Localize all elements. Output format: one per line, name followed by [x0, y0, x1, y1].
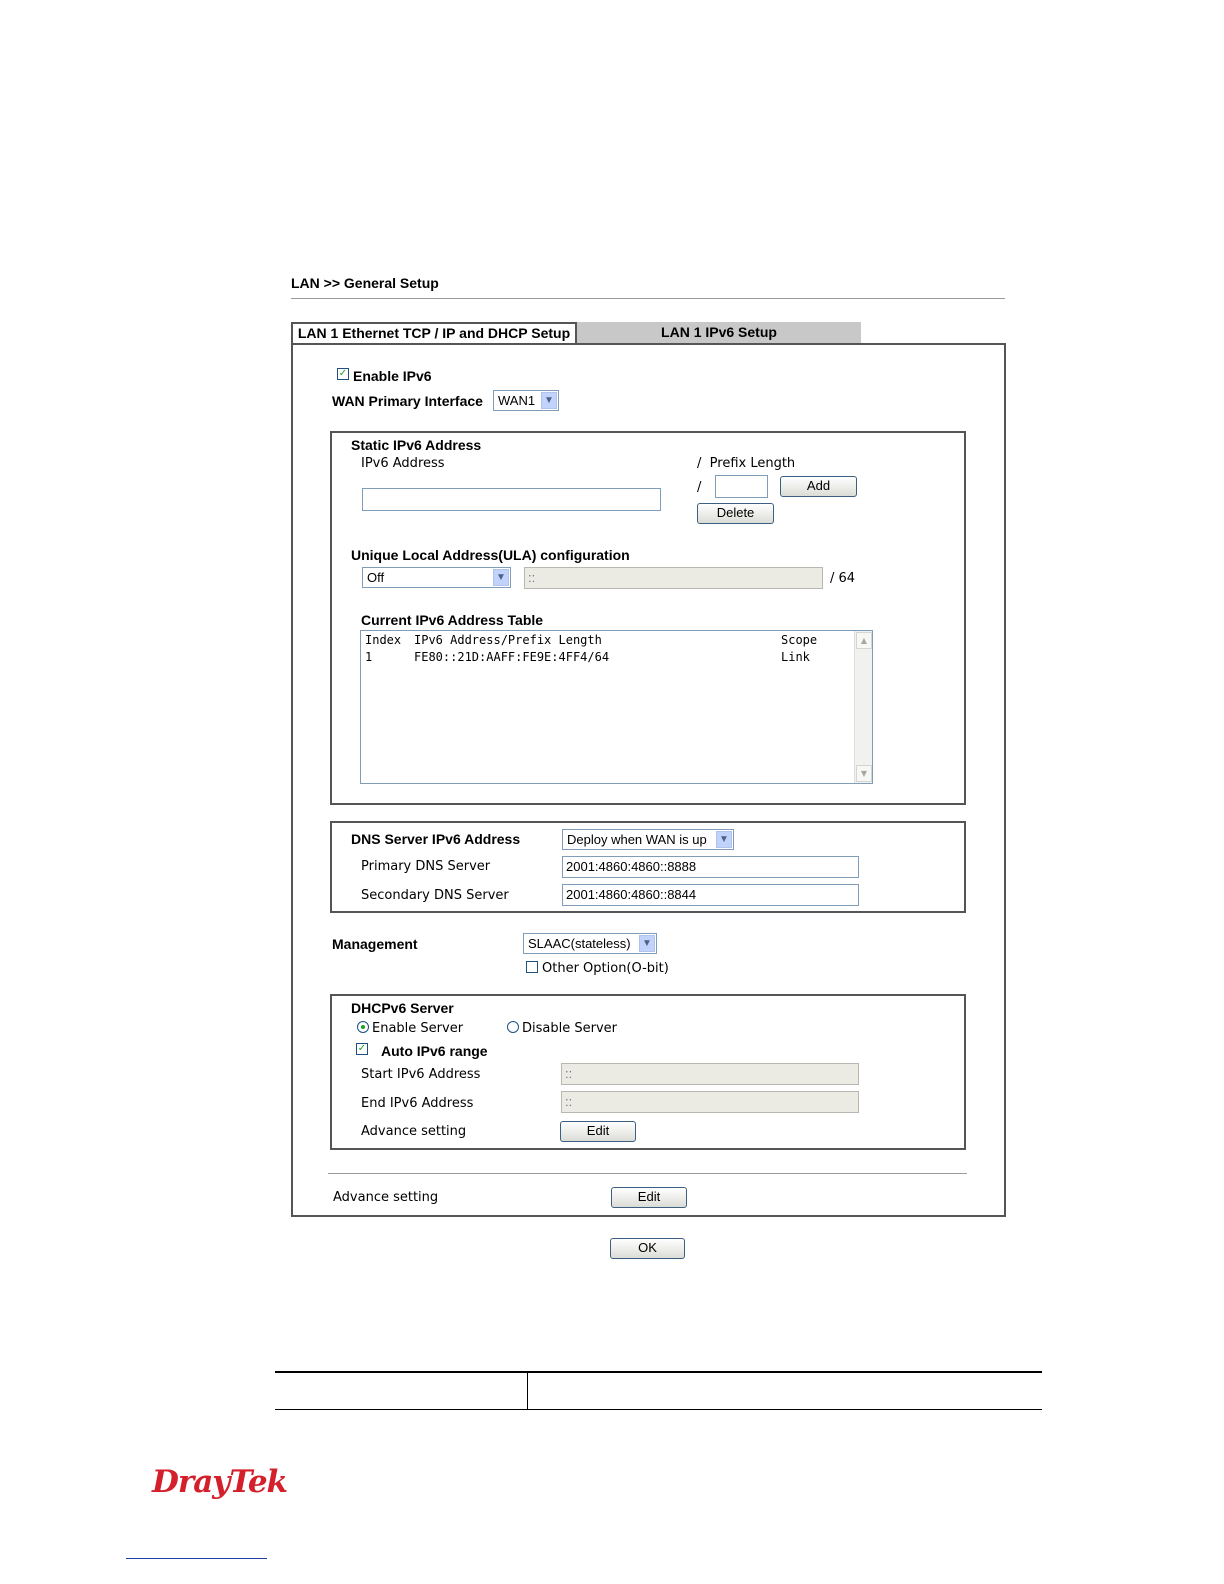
advance-setting-label: Advance setting: [333, 1190, 439, 1205]
section-divider: [328, 1173, 967, 1174]
ipv6-address-label: IPv6 Address: [361, 456, 445, 471]
table-row-scope: Link: [781, 650, 810, 664]
static-ipv6-title: Static IPv6 Address: [351, 437, 482, 453]
end-ipv6-input[interactable]: ::: [561, 1091, 859, 1113]
wan-primary-interface-value: WAN1: [498, 393, 536, 408]
address-table[interactable]: [360, 630, 873, 784]
auto-ipv6-range-checkbox[interactable]: ✓: [357, 1043, 367, 1054]
wan-primary-interface-select[interactable]: [493, 390, 559, 411]
dns-title: DNS Server IPv6 Address: [351, 831, 521, 847]
ula-mode-value: Off: [367, 570, 385, 585]
start-ipv6-label: Start IPv6 Address: [361, 1067, 481, 1082]
tab-ethernet-label: LAN 1 Ethernet TCP / IP and DHCP Setup: [297, 325, 571, 341]
start-ipv6-input[interactable]: ::: [561, 1063, 859, 1085]
dhcpv6-advance-label: Advance setting: [361, 1124, 467, 1139]
footer-rule: [126, 1558, 267, 1559]
prefix-length-input[interactable]: [715, 475, 768, 498]
table-scrollbar[interactable]: [854, 631, 872, 783]
primary-dns-input[interactable]: 2001:4860:4860::8888: [562, 856, 859, 878]
table-header-scope: Scope: [781, 633, 818, 647]
delete-button[interactable]: Delete: [697, 503, 774, 524]
secondary-dns-label: Secondary DNS Server: [361, 888, 509, 903]
prefix-slash: /: [697, 480, 702, 495]
chevron-down-icon: ▼: [541, 392, 557, 409]
ula-title: Unique Local Address(ULA) configuration: [351, 547, 630, 563]
management-value: SLAAC(stateless): [528, 936, 631, 951]
ula-mode-select[interactable]: [362, 567, 511, 588]
ok-button[interactable]: OK: [610, 1238, 685, 1259]
table-bottom-rule: [275, 1409, 1042, 1410]
dns-mode-select[interactable]: [562, 829, 734, 850]
prefix-length-label: / Prefix Length: [697, 456, 796, 471]
auto-ipv6-range-label: Auto IPv6 range: [381, 1043, 488, 1059]
chevron-down-icon: ▼: [493, 569, 509, 586]
table-header-index: Index: [365, 633, 402, 647]
table-row-index: 1: [365, 650, 373, 664]
dhcpv6-title: DHCPv6 Server: [351, 1000, 454, 1016]
table-column-divider: [527, 1373, 528, 1409]
tab-ethernet-tcp-ip-dhcp[interactable]: [291, 322, 577, 343]
management-select[interactable]: [523, 933, 657, 954]
primary-dns-label: Primary DNS Server: [361, 859, 491, 874]
address-table-title: Current IPv6 Address Table: [361, 612, 544, 628]
disable-server-label: Disable Server: [522, 1021, 617, 1036]
table-row-address: FE80::21D:AAFF:FE9E:4FF4/64: [414, 650, 610, 664]
chevron-down-icon: ▼: [639, 935, 655, 952]
tab-ipv6-label: LAN 1 IPv6 Setup: [661, 324, 777, 340]
enable-ipv6-checkbox[interactable]: ✓: [338, 368, 348, 379]
scroll-down-icon[interactable]: ▼: [856, 765, 872, 782]
tab-ipv6-setup[interactable]: [577, 322, 861, 343]
ula-prefix-input[interactable]: ::: [524, 567, 823, 589]
secondary-dns-input[interactable]: 2001:4860:4860::8844: [562, 884, 859, 906]
add-button[interactable]: Add: [780, 476, 857, 497]
table-header-address: IPv6 Address/Prefix Length: [414, 633, 602, 647]
enable-server-radio[interactable]: [357, 1021, 369, 1033]
breadcrumb: LAN >> General Setup: [291, 275, 439, 291]
scroll-up-icon[interactable]: ▲: [856, 632, 872, 649]
draytek-logo: DrayTek: [152, 1464, 288, 1500]
management-label: Management: [332, 936, 418, 952]
other-option-checkbox[interactable]: [526, 961, 538, 973]
chevron-down-icon: ▼: [716, 831, 732, 848]
table-top-rule: [275, 1371, 1042, 1373]
enable-server-label: Enable Server: [372, 1021, 464, 1036]
ipv6-address-input[interactable]: [362, 488, 661, 511]
breadcrumb-divider: [291, 298, 1005, 299]
enable-ipv6-label: Enable IPv6: [353, 368, 432, 384]
advance-edit-button[interactable]: Edit: [611, 1187, 687, 1208]
other-option-label: Other Option(O-bit): [542, 961, 669, 976]
wan-primary-interface-label: WAN Primary Interface: [332, 393, 483, 409]
end-ipv6-label: End IPv6 Address: [361, 1096, 474, 1111]
dhcpv6-edit-button[interactable]: Edit: [560, 1121, 636, 1142]
radio-selected-dot: [361, 1025, 365, 1029]
dns-mode-value: Deploy when WAN is up: [567, 832, 707, 847]
disable-server-radio[interactable]: [507, 1021, 519, 1033]
ula-prefix-suffix: / 64: [830, 571, 856, 586]
